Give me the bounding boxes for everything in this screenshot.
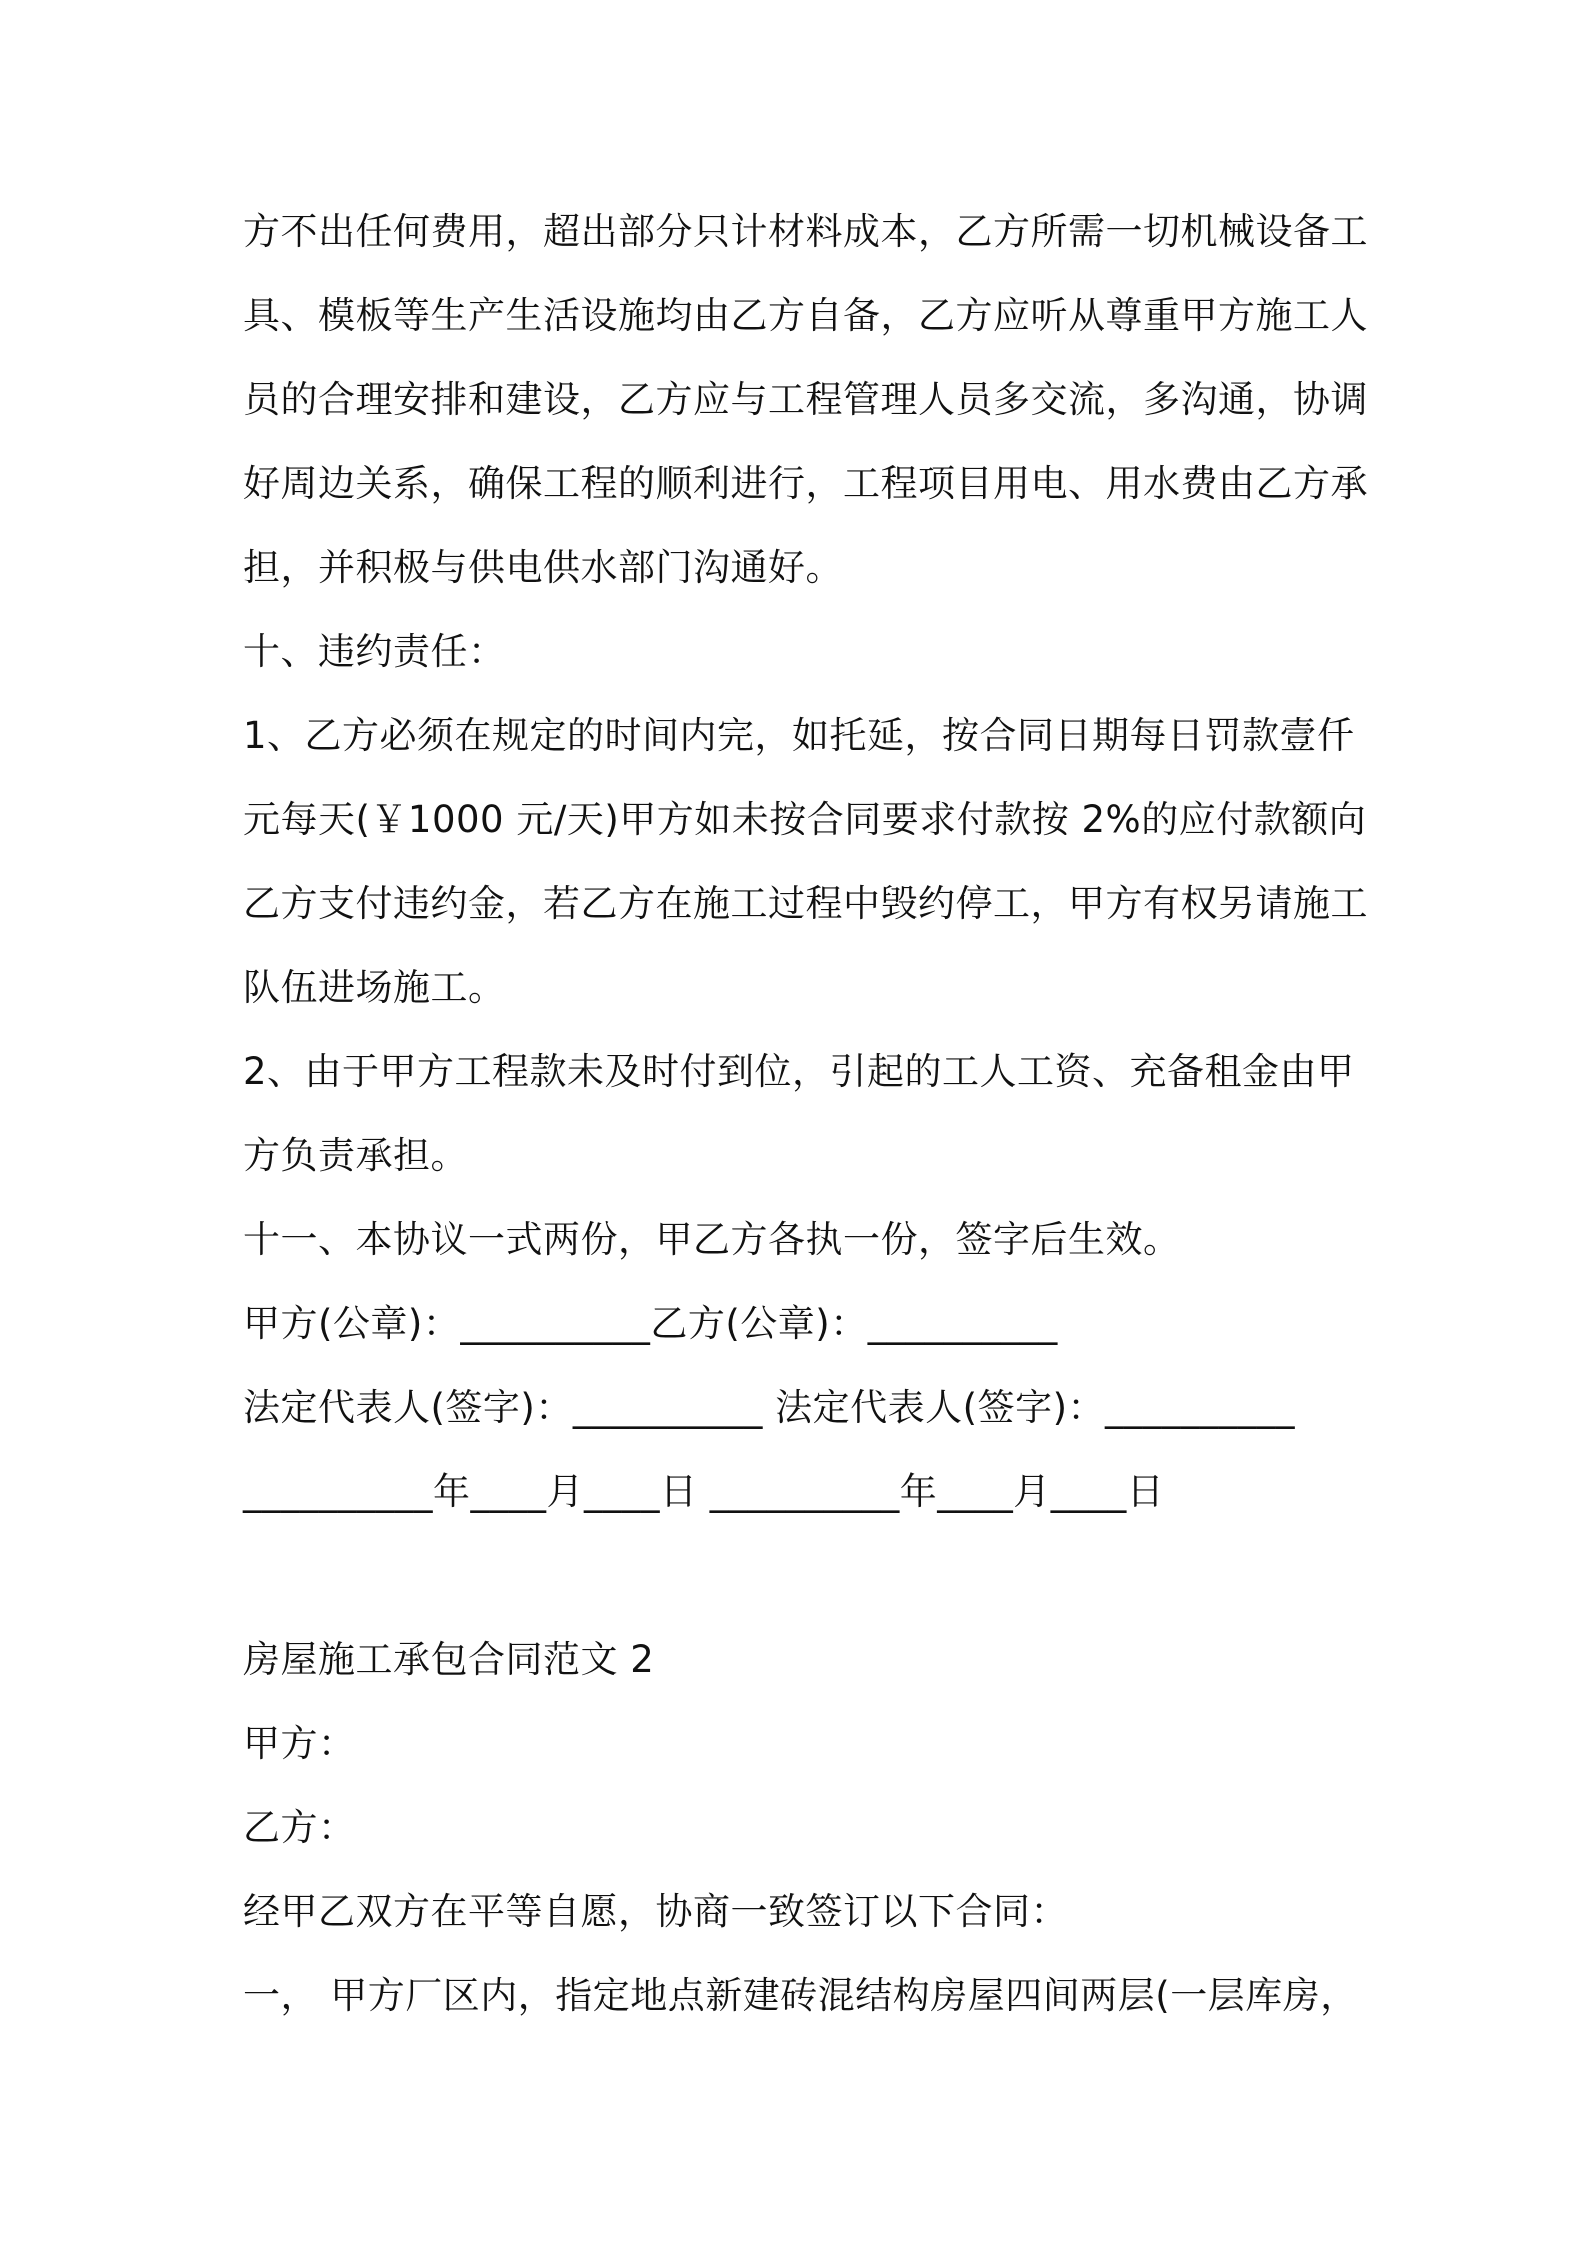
paragraph-line: 队伍进场施工。 <box>243 966 506 1009</box>
paragraph-line: 一， 甲方厂区内，指定地点新建砖混结构房屋四间两层(一层库房， <box>243 1974 1358 2017</box>
party-a-label: 甲方： <box>243 1722 356 1765</box>
signature-line: 法定代表人(签字)：__________ 法定代表人(签字)：__________ <box>243 1386 1296 1429</box>
paragraph-line: 元每天(￥1000 元/天)甲方如未按合同要求付款按 2%的应付款额向 <box>243 798 1367 841</box>
paragraph-line: 员的合理安排和建设，乙方应与工程管理人员多交流，多沟通，协调 <box>243 378 1368 421</box>
paragraph-line: 乙方支付违约金，若乙方在施工过程中毁约停工，甲方有权另请施工 <box>243 882 1368 925</box>
paragraph-line: 十一、本协议一式两份，甲乙方各执一份，签字后生效。 <box>243 1218 1181 1261</box>
paragraph-line: 2、由于甲方工程款未及时付到位，引起的工人工资、充备租金由甲 <box>243 1050 1355 1093</box>
paragraph-line: 方负责承担。 <box>243 1134 468 1177</box>
paragraph-line: 方不出任何费用，超出部分只计材料成本，乙方所需一切机械设备工 <box>243 210 1368 253</box>
paragraph-line: 好周边关系，确保工程的顺利进行，工程项目用电、用水费由乙方承 <box>243 462 1368 505</box>
paragraph-line: 1、乙方必须在规定的时间内完，如托延，按合同日期每日罚款壹仟 <box>243 714 1355 757</box>
paragraph-line: 经甲乙双方在平等自愿，协商一致签订以下合同： <box>243 1890 1068 1933</box>
section-heading: 十、违约责任： <box>243 630 506 673</box>
paragraph-line: 担，并积极与供电供水部门沟通好。 <box>243 546 843 589</box>
signature-line: 甲方(公章)：__________乙方(公章)：__________ <box>243 1302 1058 1345</box>
paragraph-line: 具、模板等生产生活设施均由乙方自备，乙方应听从尊重甲方施工人 <box>243 294 1368 337</box>
party-b-label: 乙方： <box>243 1806 356 1849</box>
date-line: __________年____月____日 __________年____月____日 <box>243 1470 1165 1513</box>
document-title: 房屋施工承包合同范文 2 <box>243 1638 655 1681</box>
